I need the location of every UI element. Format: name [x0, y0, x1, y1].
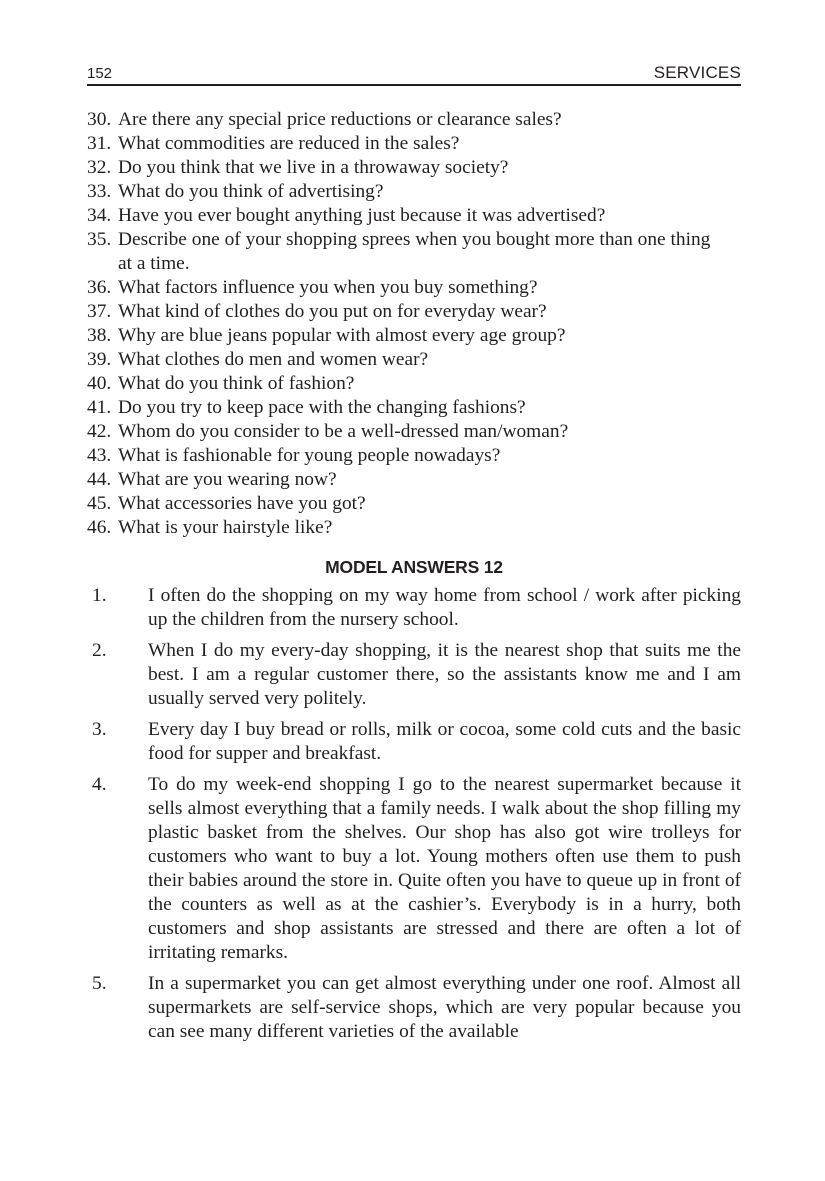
question-item — [87, 372, 741, 396]
question-number: 36. — [87, 277, 112, 298]
question-text: What are you wearing now? — [118, 469, 337, 490]
question-number: 34. — [87, 205, 112, 226]
question-item — [87, 348, 741, 372]
question-text: Do you think that we live in a throwaway society? — [118, 157, 509, 178]
page-number: 152 — [87, 65, 113, 82]
question-item — [87, 180, 741, 204]
question-number: 46. — [87, 517, 112, 538]
book-page — [87, 58, 741, 1051]
question-number: 33. — [87, 181, 112, 202]
answer-number: 3. — [92, 719, 107, 740]
question-item — [87, 516, 741, 540]
question-item — [87, 228, 741, 276]
question-number: 43. — [87, 445, 112, 466]
question-list — [87, 108, 741, 540]
question-text: What clothes do men and women wear? — [118, 349, 429, 370]
running-header — [87, 58, 741, 86]
question-item — [87, 420, 741, 444]
question-number: 39. — [87, 349, 112, 370]
question-number: 45. — [87, 493, 112, 514]
answer-number: 1. — [92, 585, 107, 606]
question-item — [87, 204, 741, 228]
question-text: What commodities are reduced in the sales? — [118, 133, 460, 154]
answer-text: I often do the shopping on my way home from school / work after picking up the children from the nursery school. — [148, 585, 741, 630]
answer-text: Every day I buy bread or rolls, milk or cocoa, some cold cuts and the basic food for supper and breakfast. — [148, 719, 741, 764]
question-item — [87, 132, 741, 156]
question-text: What kind of clothes do you put on for everyday wear? — [118, 301, 547, 322]
answer-number: 2. — [92, 640, 107, 661]
answer-number: 5. — [92, 973, 107, 994]
question-number: 32. — [87, 157, 112, 178]
answer-item — [87, 773, 741, 965]
answer-item — [87, 584, 741, 632]
question-item — [87, 300, 741, 324]
answer-item — [87, 718, 741, 766]
question-number: 38. — [87, 325, 112, 346]
question-number: 42. — [87, 421, 112, 442]
question-text: Whom do you consider to be a well-dressed man/woman? — [118, 421, 569, 442]
question-text: What is fashionable for young people nowadays? — [118, 445, 501, 466]
question-item — [87, 492, 741, 516]
section-title: SERVICES — [653, 63, 741, 82]
question-number: 40. — [87, 373, 112, 394]
answer-text: To do my week-end shopping I go to the nearest supermarket because it sells almost everything that a family needs. I walk about the shop filling my plastic basket from the shelves. Our shop has also got wire trolleys for customers who want to buy a lot. Young mothers often use them to push their babies around the store in. Quite often you have to queue up in front of the counters as well as at the cashier’s. Everybody is in a hurry, both customers and shop assistants are stressed and there are often a lot of irritating remarks. — [148, 774, 741, 963]
model-answer-list — [87, 584, 741, 1044]
question-number: 30. — [87, 109, 112, 130]
question-text: Why are blue jeans popular with almost every age group? — [118, 325, 566, 346]
question-text: Are there any special price reductions or clearance sales? — [118, 109, 562, 130]
question-text: Do you try to keep pace with the changing fashions? — [118, 397, 526, 418]
question-item — [87, 156, 741, 180]
question-text: Describe one of your shopping sprees when you bought more than one thing at a time. — [118, 229, 711, 274]
answer-number: 4. — [92, 774, 107, 795]
question-number: 44. — [87, 469, 112, 490]
question-number: 35. — [87, 229, 112, 250]
question-item — [87, 444, 741, 468]
question-number: 37. — [87, 301, 112, 322]
question-text: What do you think of fashion? — [118, 373, 355, 394]
answer-item — [87, 972, 741, 1044]
question-number: 41. — [87, 397, 112, 418]
answer-item — [87, 639, 741, 711]
question-number: 31. — [87, 133, 112, 154]
question-item — [87, 108, 741, 132]
question-text: What do you think of advertising? — [118, 181, 384, 202]
answer-text: When I do my every-day shopping, it is the nearest shop that suits me the best. I am a regular customer there, so the assistants know me and I am usually served very politely. — [148, 640, 741, 709]
question-item — [87, 468, 741, 492]
question-text: Have you ever bought anything just because it was advertised? — [118, 205, 606, 226]
question-text: What accessories have you got? — [118, 493, 366, 514]
question-item — [87, 396, 741, 420]
answer-text: In a supermarket you can get almost everything under one roof. Almost all supermarkets are self-service shops, which are very popular because you can see many different varieties of the available — [148, 973, 741, 1042]
question-text: What factors influence you when you buy something? — [118, 277, 538, 298]
question-item — [87, 324, 741, 348]
question-text: What is your hairstyle like? — [118, 517, 333, 538]
question-item — [87, 276, 741, 300]
model-answers-heading: MODEL ANSWERS 12 — [325, 557, 503, 577]
